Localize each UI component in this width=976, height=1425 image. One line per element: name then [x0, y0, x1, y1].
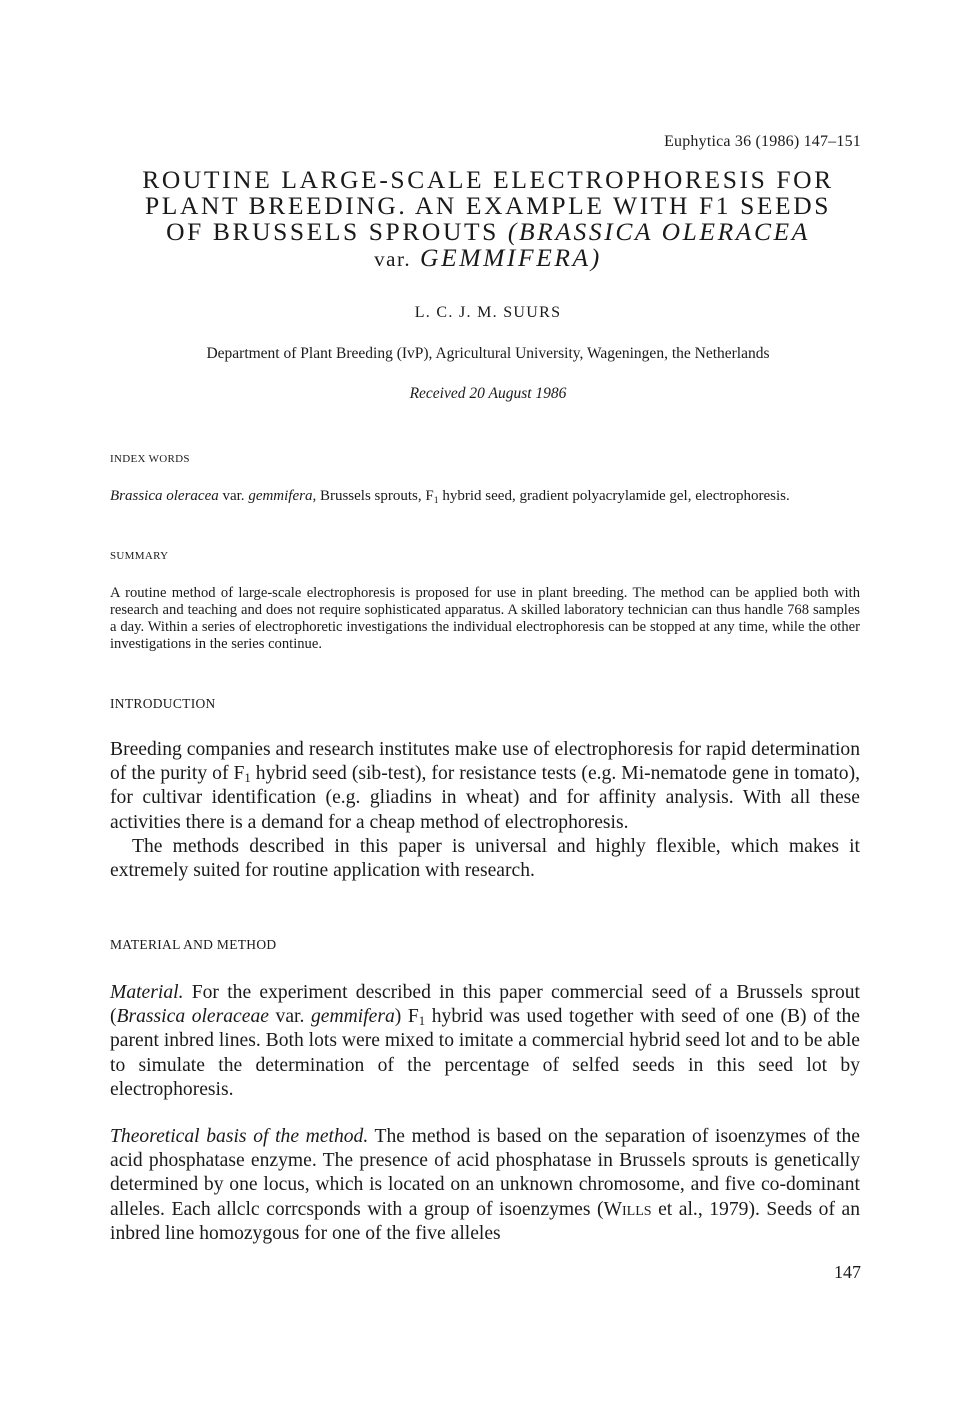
material-a: For the experiment described in this paper commercial seed of a Brussels sprout ( [110, 982, 860, 1028]
index-plain-2: Brussels sprouts, F [316, 488, 434, 504]
introduction-paragraph-1 [110, 738, 860, 835]
title-line-4 [100, 245, 876, 272]
material-italic-2: gemmifera [310, 1006, 395, 1028]
material-subscript: 1 [418, 1014, 426, 1029]
introduction-body [110, 738, 860, 883]
theory-author-smallcaps: Wills [603, 1198, 652, 1220]
page-number: 147 [834, 1262, 861, 1282]
material-d: hybrid was used together with seed of one (B) of the parent inbred lines. Both lots were mixed to imitate a commercial hybrid seed lot and to be able to simulate the determination of the percentage of selfed seeds in this seed lot by electrophoresis. [110, 1006, 860, 1100]
material-paragraph [110, 981, 860, 1102]
index-subscript: 1 [433, 495, 439, 506]
received-date: Received 20 August 1986 [409, 385, 567, 402]
intro-p1-a: Breeding companies and research institutes make use of electrophoresis for rapid determination of the purity of F [110, 739, 860, 785]
material-b: var. [268, 1006, 311, 1028]
summary-heading: SUMMARY [110, 550, 169, 562]
index-words-heading: INDEX WORDS [110, 453, 190, 465]
title-line-1: ROUTINE LARGE-SCALE ELECTROPHORESIS FOR [142, 165, 834, 194]
theory-b: et al., 1979). Seeds of an inbred line homozygous for one of the five alleles [110, 1198, 861, 1244]
theory-a: The method is based on the separation of isoenzymes of the acid phosphatase enzyme. The presence of acid phosphatase in Brussels sprouts is genetically determined by one locus, which is located on an unknown chromosome, and five co-dominant alleles. Each allclc corrcsponds with a group of isoenzymes ( [110, 1126, 860, 1220]
title-line-3 [100, 219, 876, 245]
theory-label: Theoretical basis of the method. [110, 1126, 369, 1147]
title-line-3-italic: (BRASSICA OLERACEA [507, 217, 810, 246]
summary-text: A routine method of large-scale electrophoresis is proposed for use in plant breeding. The method can be applied both with research and teaching and does not require sophisticated apparatus. A skilled laboratory technician can thus handle 768 samples a day. Within a series of electrophoretic investigations the individual electrophoresis can be stopped at any time, while the other investigations in the series continue. [110, 585, 860, 652]
title-line-3-plain: OF BRUSSELS SPROUTS [166, 217, 508, 246]
index-italic-2: gemmifera, [248, 488, 317, 504]
article-title [100, 167, 876, 272]
title-line-2: PLANT BREEDING. AN EXAMPLE WITH F1 SEEDS [144, 191, 832, 220]
author-affiliation: Department of Plant Breeding (IvP), Agricultural University, Wageningen, the Netherlands [206, 345, 770, 362]
material-method-heading: MATERIAL AND METHOD [110, 937, 277, 952]
theory-paragraph [110, 1125, 860, 1246]
index-italic-1: Brassica oleracea [110, 488, 219, 504]
introduction-paragraph-2: The methods described in this paper is universal and highly flexible, which makes it extremely suited for routine application with research. [110, 835, 860, 882]
index-plain-3: hybrid seed, gradient polyacrylamide gel, electrophoresis. [438, 488, 790, 504]
intro-p1-b: hybrid seed (sib-test), for resistance tests (e.g. Mi-nematode gene in tomato), for cultivar identification (e.g. gliadins in wheat) and for affinity analysis. With all these activities there is a demand for a cheap method of electrophoresis. [110, 763, 860, 833]
introduction-heading: INTRODUCTION [110, 696, 216, 711]
journal-reference: Euphytica 36 (1986) 147–151 [664, 133, 861, 150]
title-line-4-italic: GEMMIFERA) [411, 243, 602, 272]
material-c: ) F [394, 1006, 419, 1028]
title-var: var. [374, 247, 412, 271]
material-label: Material. [110, 982, 184, 1003]
index-words-text [110, 487, 860, 506]
author-name: L. C. J. M. SUURS [414, 304, 562, 321]
index-plain-1: var. [218, 488, 249, 504]
material-italic-1: Brassica oleraceae [116, 1006, 269, 1028]
intro-p1-subscript: 1 [244, 771, 251, 786]
